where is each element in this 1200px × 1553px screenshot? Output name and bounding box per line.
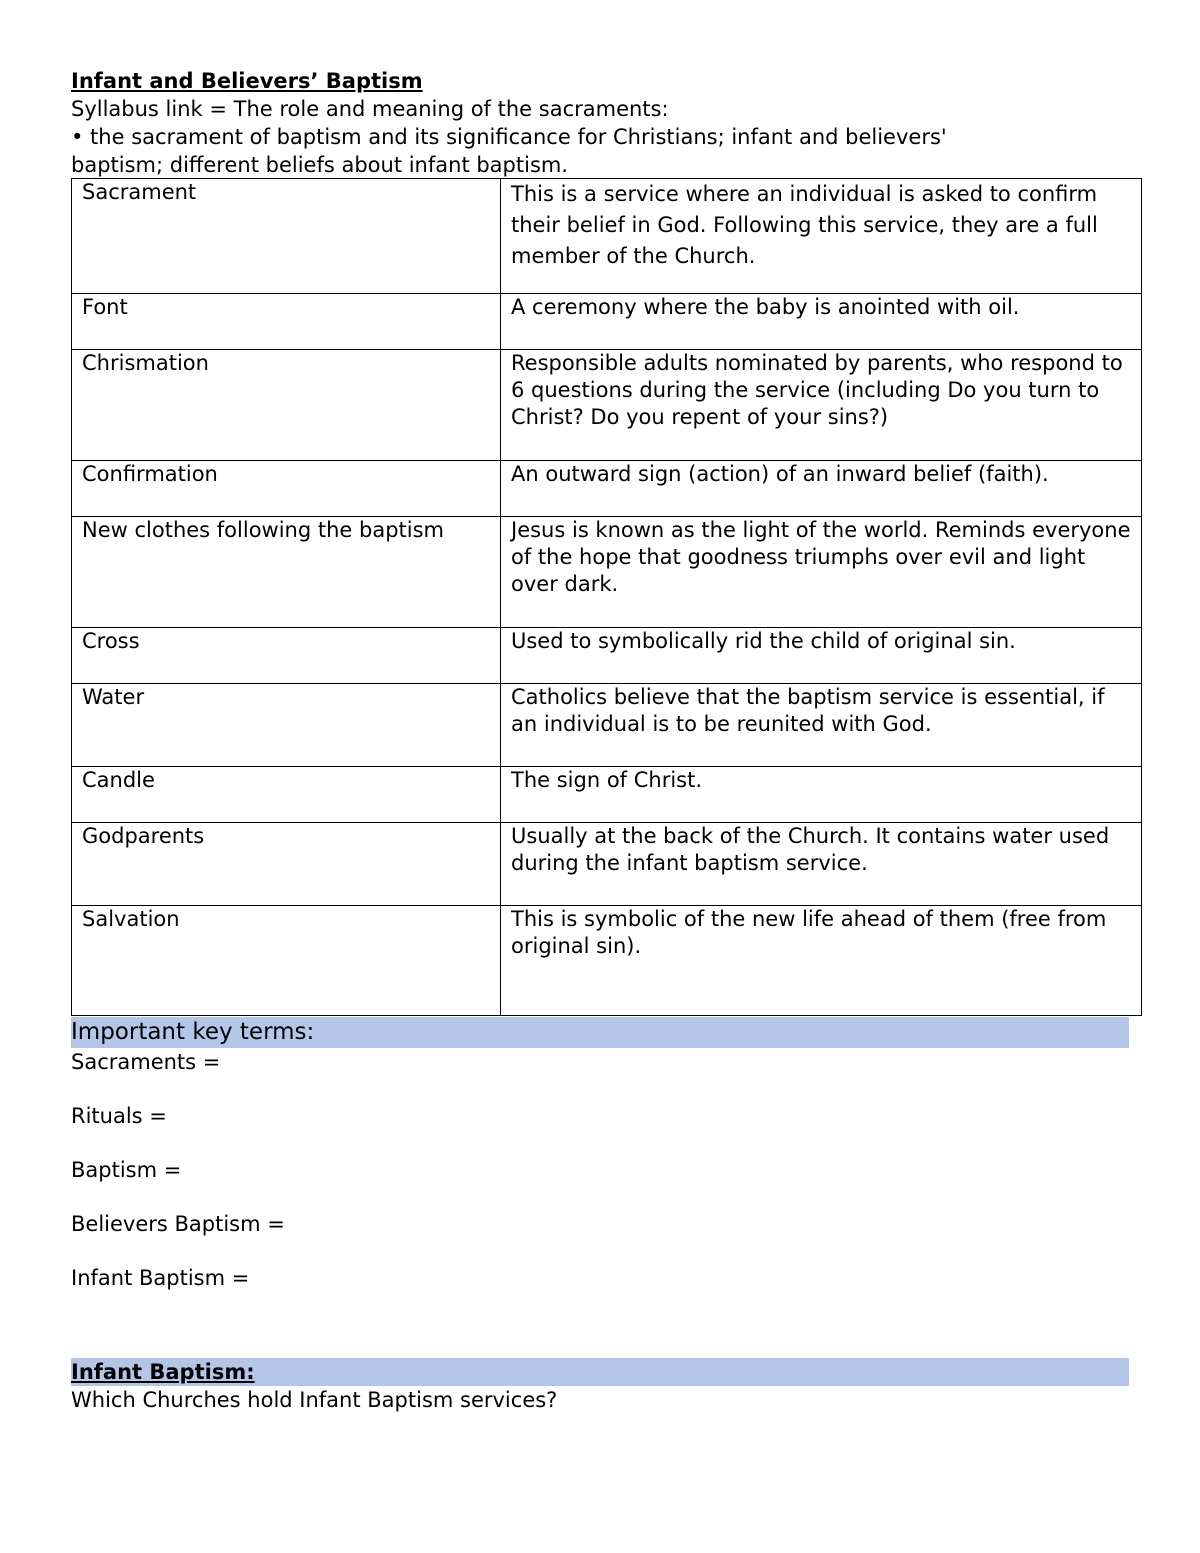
term-cell: Water <box>72 684 501 767</box>
term-cell: Confirmation <box>72 461 501 517</box>
term-cell: New clothes following the baptism <box>72 517 501 628</box>
definition-cell: This is a service where an individual is asked to confirm their belief in God. Following this service, they are a full member of the Church. <box>501 179 1142 294</box>
term-cell: Cross <box>72 628 501 684</box>
syllabus-link: Syllabus link = The role and meaning of the sacraments: <box>71 97 669 121</box>
infant-baptism-heading-bar <box>71 1358 1129 1386</box>
infant-baptism-heading: Infant Baptism: <box>71 1360 255 1384</box>
definition-cell: An outward sign (action) of an inward belief (faith). <box>501 461 1142 517</box>
term-cell: Font <box>72 294 501 350</box>
definition-cell: Usually at the back of the Church. It contains water used during the infant baptism service. <box>501 823 1142 906</box>
table-row <box>72 767 1142 823</box>
table-row <box>72 294 1142 350</box>
definition-cell: The sign of Christ. <box>501 767 1142 823</box>
table-row <box>72 517 1142 628</box>
table-row <box>72 684 1142 767</box>
term-cell: Sacrament <box>72 179 501 294</box>
definition-cell: Jesus is known as the light of the world. Reminds everyone of the hope that goodness triumphs over evil and light over dark. <box>501 517 1142 628</box>
infant-baptism-question: Which Churches hold Infant Baptism services? <box>71 1388 558 1412</box>
table-row <box>72 179 1142 294</box>
definition-cell: Used to symbolically rid the child of original sin. <box>501 628 1142 684</box>
key-term-sacraments: Sacraments = <box>71 1050 221 1074</box>
key-term-believers-baptism: Believers Baptism = <box>71 1212 285 1236</box>
worksheet <box>71 68 1142 1414</box>
table-row <box>72 350 1142 461</box>
term-cell: Chrismation <box>72 350 501 461</box>
definition-cell: A ceremony where the baby is anointed with oil. <box>501 294 1142 350</box>
document-title: Infant and Believers’ Baptism <box>71 69 423 93</box>
key-term-infant-baptism: Infant Baptism = <box>71 1266 250 1290</box>
definition-cell: This is symbolic of the new life ahead of them (free from original sin). <box>501 906 1142 1016</box>
key-term-rituals: Rituals = <box>71 1104 167 1128</box>
table-row <box>72 461 1142 517</box>
term-cell: Candle <box>72 767 501 823</box>
key-terms-heading: Important key terms: <box>71 1017 1129 1048</box>
definition-cell: Catholics believe that the baptism service is essential, if an individual is to be reunited with God. <box>501 684 1142 767</box>
table-row <box>72 823 1142 906</box>
syllabus-bullet-continued: baptism; different beliefs about infant baptism. <box>71 153 569 177</box>
key-term-baptism: Baptism = <box>71 1158 182 1182</box>
terms-table <box>71 178 1142 1016</box>
table-row <box>72 628 1142 684</box>
term-cell: Godparents <box>72 823 501 906</box>
syllabus-bullet: • the sacrament of baptism and its significance for Christians; infant and believers' <box>71 125 947 149</box>
term-cell: Salvation <box>72 906 501 1016</box>
definition-cell: Responsible adults nominated by parents, who respond to 6 questions during the service (including Do you turn to Christ? Do you repent of your sins?) <box>501 350 1142 461</box>
table-row <box>72 906 1142 1016</box>
